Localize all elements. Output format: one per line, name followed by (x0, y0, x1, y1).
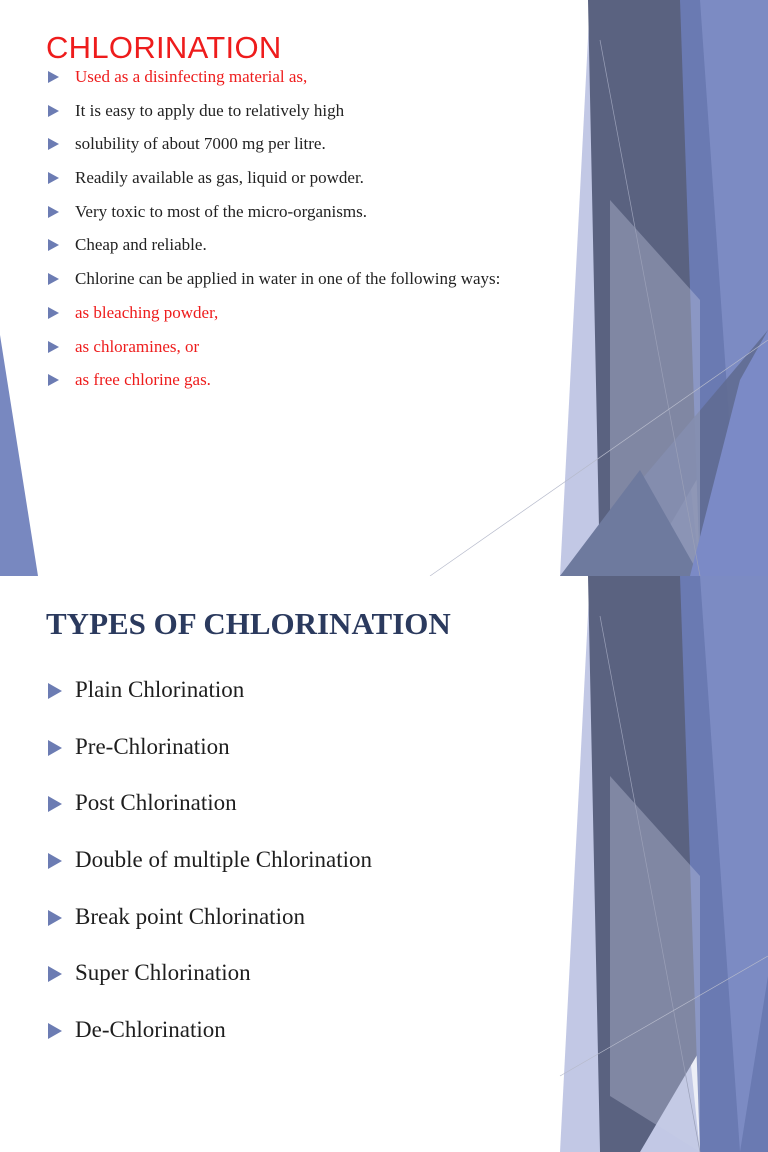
bullet-arrow-icon (48, 1023, 62, 1039)
list-item: It is easy to apply due to relatively high (46, 100, 500, 134)
list-item: Double of multiple Chlorination (46, 844, 372, 901)
bullet-arrow-icon (48, 853, 62, 869)
list-item: Very toxic to most of the micro-organisms. (46, 201, 500, 235)
list-item: Pre-Chlorination (46, 731, 372, 788)
list-item: De-Chlorination (46, 1014, 372, 1071)
bullet-arrow-icon (48, 239, 59, 251)
bullet-arrow-icon (48, 71, 59, 83)
bullet-arrow-icon (48, 105, 59, 117)
list-item: Post Chlorination (46, 787, 372, 844)
bullet-arrow-icon (48, 374, 59, 386)
list-item: Break point Chlorination (46, 901, 372, 958)
bullet-arrow-icon (48, 796, 62, 812)
bullet-arrow-icon (48, 966, 62, 982)
bullet-list (46, 674, 372, 1071)
list-item: Plain Chlorination (46, 674, 372, 731)
bullet-arrow-icon (48, 910, 62, 926)
list-item: Cheap and reliable. (46, 234, 500, 268)
list-item: as free chlorine gas. (46, 369, 500, 403)
bullet-list (46, 66, 500, 403)
list-item: Super Chlorination (46, 957, 372, 1014)
bullet-arrow-icon (48, 273, 59, 285)
list-item: as bleaching powder, (46, 302, 500, 336)
list-item: Used as a disinfecting material as, (46, 66, 500, 100)
slide-title: TYPES OF CHLORINATION (46, 606, 451, 641)
bullet-arrow-icon (48, 138, 59, 150)
slide-title: CHLORINATION (46, 30, 282, 65)
bullet-arrow-icon (48, 740, 62, 756)
list-item: solubility of about 7000 mg per litre. (46, 133, 500, 167)
bullet-arrow-icon (48, 206, 59, 218)
list-item: Chlorine can be applied in water in one of the following ways: (46, 268, 500, 302)
list-item: as chloramines, or (46, 336, 500, 370)
slide-types-of-chlorination (0, 576, 768, 1043)
bullet-arrow-icon (48, 683, 62, 699)
bullet-arrow-icon (48, 341, 59, 353)
list-item: Readily available as gas, liquid or powder. (46, 167, 500, 201)
bullet-arrow-icon (48, 307, 59, 319)
bullet-arrow-icon (48, 172, 59, 184)
